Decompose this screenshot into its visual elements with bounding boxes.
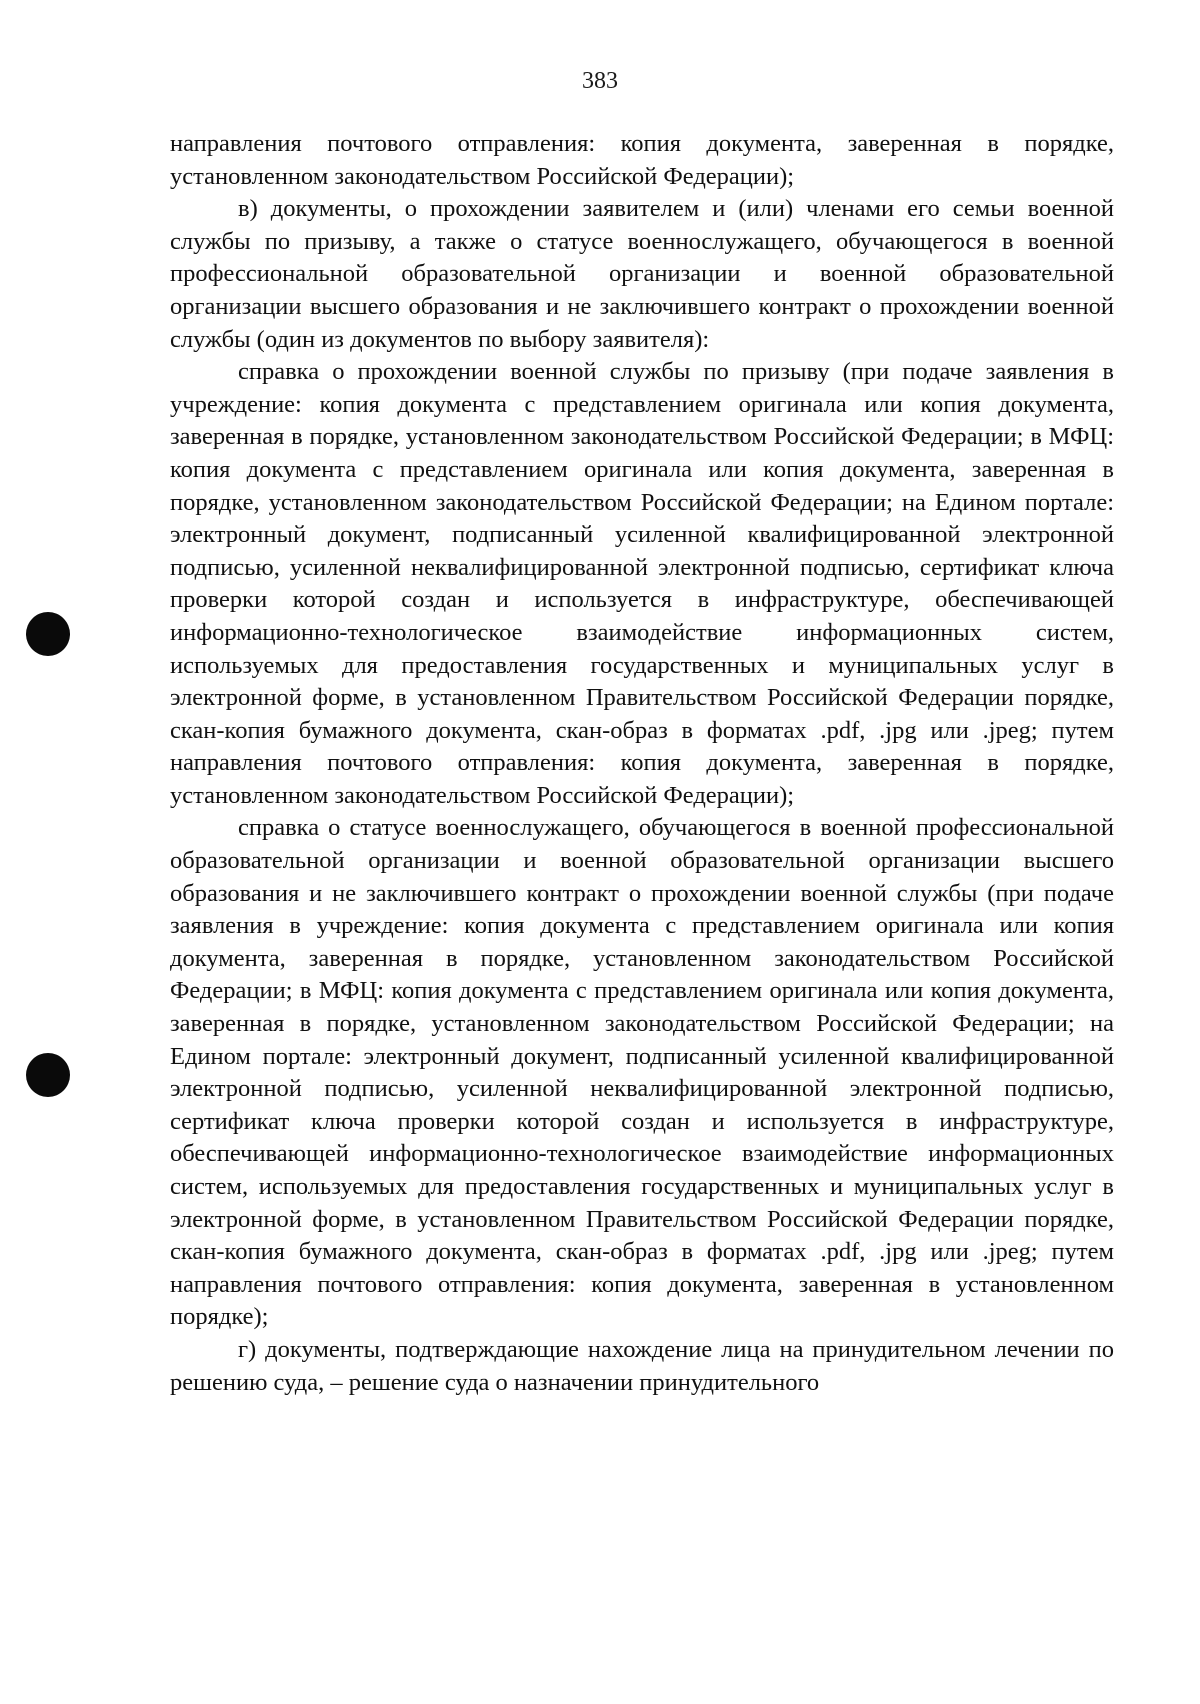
document-body bbox=[170, 128, 1114, 1399]
paragraph-item-g: г) документы, подтверждающие нахождение лица на принудительном лечении по решению суда, – решение суда о назначении принудительного bbox=[170, 1335, 1114, 1396]
punch-hole-top bbox=[26, 612, 70, 656]
page-number: 383 bbox=[582, 68, 618, 94]
punch-hole-bottom bbox=[26, 1053, 70, 1097]
paragraph-military-service-certificate: справка о прохождении военной службы по призыву (при подаче заявления в учреждение: копия документа с представлением оригинала или копия документа, заверенная в порядке, установленном законодательством Российской Федерации; в МФЦ: копия документа с представлением оригинала или копия документа, заверенная в порядке, установленном законодательством Российской Федерации; на Едином портале: электронный документ, подписанный усиленной квалифицированной электронной подписью, усиленной неквалифицированной электронной подписью, сертификат ключа проверки которой создан и используется в инфраструктуре, обеспечивающей информационно-технологическое взаимодействие информационных систем, используемых для предоставления государственных и муниципальных услуг в электронной форме, в установленном Правительством Российской Федерации порядке, скан-копия бумажного документа, скан-образ в форматах .pdf, .jpg или .jpeg; путем направления почтового отправления: копия документа, заверенная в порядке, установленном законодательством Российской Федерации); bbox=[170, 358, 1114, 809]
paragraph-continuation: направления почтового отправления: копия документа, заверенная в порядке, установленном законодательством Российской Федерации); bbox=[170, 130, 1114, 190]
paragraph-item-v: в) документы, о прохождении заявителем и (или) членами его семьи военной службы по призыву, а также о статусе военнослужащего, обучающегося в военной профессиональной образовательной организации и военной образовательной организации высшего образования и не заключившего контракт о прохождении военной службы (один из документов по выбору заявителя): bbox=[170, 195, 1114, 353]
paragraph-serviceman-status-certificate: справка о статусе военнослужащего, обучающегося в военной профессиональной образовательной организации и военной образовательной организации высшего образования и не заключившего контракт о прохождении военной службы (при подаче заявления в учреждение: копия документа с представлением оригинала или копия документа, заверенная в порядке, установленном законодательством Российской Федерации; в МФЦ: копия документа с представлением оригинала или копия документа, заверенная в порядке, установленном законодательством Российской Федерации; на Едином портале: электронный документ, подписанный усиленной квалифицированной электронной подписью, усиленной неквалифицированной электронной подписью, сертификат ключа проверки которой создан и используется в инфраструктуре, обеспечивающей информационно-технологическое взаимодействие информационных систем, используемых для предоставления государственных и муниципальных услуг в электронной форме, в установленном Правительством Российской Федерации порядке, скан-копия бумажного документа, скан-образ в форматах .pdf, .jpg или .jpeg; путем направления почтового отправления: копия документа, заверенная в установленном порядке); bbox=[170, 814, 1114, 1331]
